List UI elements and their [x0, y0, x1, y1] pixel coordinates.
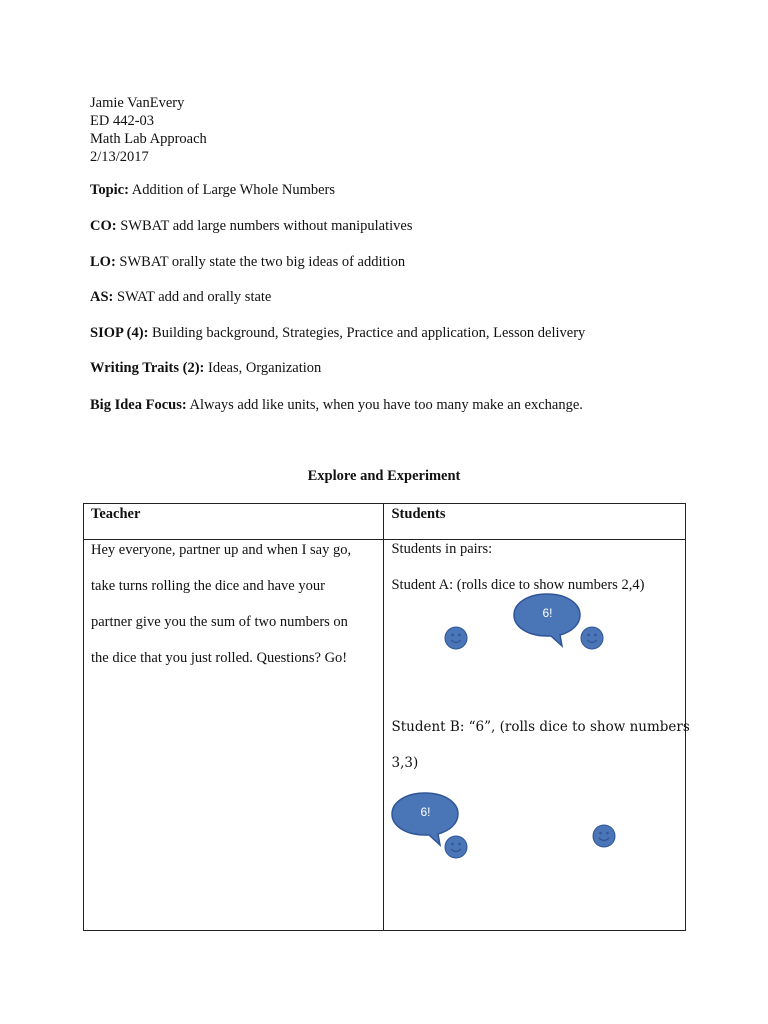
lo-field: [90, 254, 405, 271]
students-header-cell: [384, 504, 686, 540]
smiley-face-icon: [592, 824, 616, 848]
writing-traits-value: Ideas, Organization: [204, 360, 322, 376]
writing-traits-label: Writing Traits (2):: [90, 360, 205, 376]
assignment-title: Math Lab Approach: [90, 131, 207, 147]
student-b-text-continued: 3,3): [391, 755, 419, 771]
writing-traits-field: [90, 360, 321, 377]
teacher-line: partner give you the sum of two numbers on: [91, 614, 348, 630]
siop-field: [90, 325, 585, 342]
big-idea-value: Always add like units, when you have too many make an exchange.: [186, 397, 583, 413]
teacher-line: take turns rolling the dice and have your: [91, 578, 325, 594]
smiley-face-icon: [444, 835, 468, 859]
topic-value: Addition of Large Whole Numbers: [128, 182, 336, 198]
siop-label: SIOP (4):: [90, 325, 149, 341]
table-body-row: [84, 540, 686, 931]
big-idea-label: Big Idea Focus:: [90, 397, 187, 413]
smiley-face-icon: [580, 626, 604, 650]
big-idea-field: [90, 397, 583, 414]
co-value: SWBAT add large numbers without manipulatives: [116, 218, 413, 234]
speech-bubble-icon: [511, 592, 583, 650]
teacher-cell: [84, 540, 384, 931]
teacher-line: the dice that you just rolled. Questions? Go!: [91, 650, 348, 666]
course-code: ED 442-03: [90, 113, 155, 129]
section-title: Explore and Experiment: [307, 468, 461, 484]
student-a-text: Student A: (rolls dice to show numbers 2,4): [391, 577, 645, 593]
co-field: [90, 218, 412, 235]
table-header-row: [84, 504, 686, 540]
smiley-face-icon: [444, 626, 468, 650]
as-field: [90, 289, 271, 306]
as-value: SWAT add and orally state: [113, 289, 272, 305]
siop-value: Building background, Strategies, Practice and application, Lesson delivery: [148, 325, 586, 341]
lo-label: LO:: [90, 254, 116, 270]
speech-bubble-label: 6!: [542, 606, 553, 620]
speech-bubble-label: 6!: [420, 805, 431, 819]
topic-field: [90, 182, 335, 199]
students-cell: [384, 540, 690, 931]
teacher-dialogue: [91, 541, 381, 685]
topic-label: Topic:: [90, 182, 129, 198]
student-b-text: Student B: “6”, (rolls dice to show numbers: [391, 719, 690, 735]
students-header: Students: [391, 506, 446, 522]
students-intro: Students in pairs:: [391, 541, 493, 557]
teacher-line: Hey everyone, partner up and when I say go,: [91, 542, 352, 558]
lesson-table: [83, 503, 690, 931]
teacher-header: Teacher: [91, 506, 141, 522]
lo-value: SWBAT orally state the two big ideas of addition: [115, 254, 406, 270]
as-label: AS:: [90, 289, 114, 305]
author-name: Jamie VanEvery: [90, 95, 185, 111]
document-date: 2/13/2017: [90, 149, 149, 165]
document-header: [90, 94, 207, 166]
co-label: CO:: [90, 218, 117, 234]
teacher-header-cell: [84, 504, 384, 540]
